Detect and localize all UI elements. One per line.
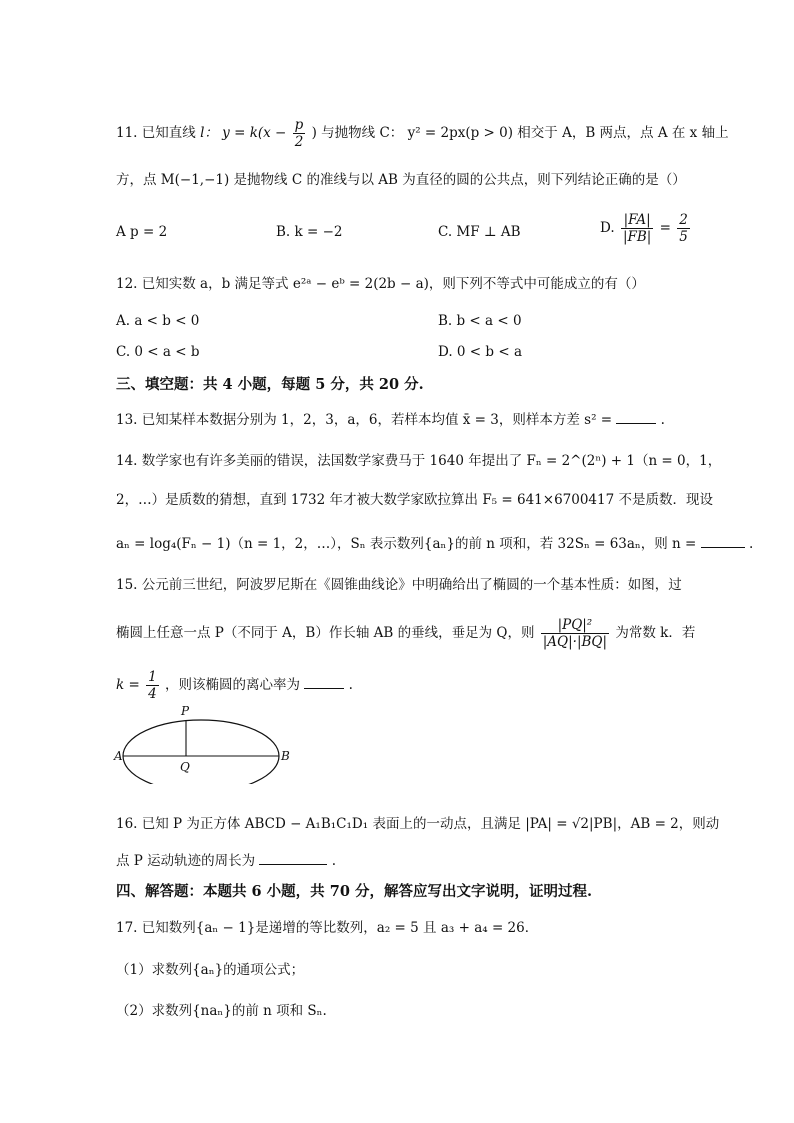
q11-number-text: 11. 已知直线 [116, 125, 196, 141]
q11-option-d-label: D. [600, 220, 615, 236]
q11-line-equation: l： y = k(x − [200, 125, 287, 141]
q17-stem: 17. 已知数列{aₙ − 1}是递增的等比数列，a₂ = 5 且 a₃ + a₄ = 26． [116, 920, 539, 936]
q17-part1: （1）求数列{aₙ}的通项公式； [116, 962, 305, 978]
q11-option-d-den: |FB| [622, 229, 652, 245]
q15-end: . [348, 677, 353, 693]
q12-option-a: A. a < b < 0 [116, 313, 200, 329]
q15-k-label: k = [116, 677, 140, 693]
section-3-heading: 三、填空题：共 4 小题，每题 5 分，共 20 分. [116, 376, 424, 393]
q11-option-d-equals: = [659, 220, 671, 236]
q14-line2: 2，…）是质数的猜想，直到 1732 年才被大数学家欧拉算出 F₅ = 641×6700417 不是质数．现设 [116, 492, 713, 508]
q14-line1: 14. 数学家也有许多美丽的错误，法国数学家费马于 1640 年提出了 Fₙ = 2^(2ⁿ) + 1（n = 0，1， [116, 453, 722, 469]
q11-option-d-rnum: 2 [679, 212, 688, 228]
q11-option-c: C. MF ⊥ AB [438, 224, 521, 240]
q15-k-fraction [146, 669, 159, 702]
q15-frac-num: |PQ|² [541, 617, 609, 634]
q15-line2 [116, 617, 695, 650]
q15-line3-text: ，则该椭圆的离心率为 [164, 677, 300, 693]
section-4-heading: 四、解答题：本题共 6 小题，共 70 分，解答应写出文字说明，证明过程. [116, 883, 593, 900]
q15-line2-rest: 为常数 k．若 [615, 625, 696, 641]
q11-frac-den: 2 [294, 134, 304, 150]
q14-line3 [116, 534, 753, 554]
q11-option-b: B. k = −2 [276, 224, 343, 240]
q15-line3 [116, 669, 353, 702]
q11-line1 [116, 117, 729, 150]
q11-frac-num: p [294, 117, 304, 133]
q16-line2 [116, 851, 336, 871]
q12-option-d: D. 0 < b < a [438, 344, 522, 360]
q11-line1-rest: ) 与抛物线 C： y² = 2px(p > 0) 相交于 A，B 两点，点 A 在 x 轴上 [311, 125, 729, 141]
q15-ratio-fraction [541, 617, 609, 650]
q11-option-d-right-fraction [677, 212, 690, 245]
q11-option-d [600, 212, 692, 245]
q11-option-d-num: |FA| [621, 212, 653, 229]
q11-option-d-left-fraction [621, 212, 653, 245]
q15-line2-text: 椭圆上任意一点 P（不同于 A，B）作长轴 AB 的垂线，垂足为 Q，则 [116, 625, 535, 641]
q12-option-b: B. b < a < 0 [438, 313, 522, 329]
q12-option-c: C. 0 < a < b [116, 344, 200, 360]
q13-stem: 13. 已知某样本数据分别为 1，2，3，a，6，若样本均值 x̄ = 3，则样本方差 s² = [116, 412, 613, 428]
q14-end: . [748, 536, 754, 552]
q13-answer-blank [616, 411, 656, 424]
q15-answer-blank [304, 676, 344, 689]
ellipse-figure [110, 702, 295, 784]
figure-label-a: A [114, 749, 123, 763]
q11-line2: 方，点 M(−1,−1) 是抛物线 C 的准线与以 AB 为直径的圆的公共点，则下列结论正确的是（） [116, 172, 686, 188]
figure-label-q: Q [180, 760, 190, 774]
q15-line1: 15. 公元前三世纪，阿波罗尼斯在《圆锥曲线论》中明确给出了椭圆的一个基本性质：如图，过 [116, 577, 682, 593]
q15-k-den: 4 [148, 686, 157, 702]
q16-line2-text: 点 P 运动轨迹的周长为 [116, 853, 256, 869]
q16-line1: 16. 已知 P 为正方体 ABCD − A₁B₁C₁D₁ 表面上的一动点，且满足 |PA| = √2|PB|，AB = 2，则动 [116, 816, 720, 832]
q16-answer-blank [259, 852, 327, 865]
figure-label-b: B [281, 749, 290, 763]
q14-line3-text: aₙ = log₄(Fₙ − 1)（n = 1，2，…），Sₙ 表示数列{aₙ}的前 n 项和，若 32Sₙ = 63aₙ，则 n = [116, 536, 697, 552]
q11-p-over-2-fraction [293, 117, 306, 150]
q16-end: . [331, 853, 337, 869]
q17-part2: （2）求数列{naₙ}的前 n 项和 Sₙ. [116, 1003, 327, 1019]
q12-stem: 12. 已知实数 a，b 满足等式 e²ᵃ − eᵇ = 2(2b − a)，则下列不等式中可能成立的有（） [116, 276, 645, 292]
q15-k-num: 1 [148, 669, 157, 685]
ellipse-shape [123, 720, 279, 784]
figure-label-p: P [181, 704, 190, 718]
q14-answer-blank [701, 535, 745, 548]
q15-frac-den: |AQ|·|BQ| [542, 634, 608, 650]
q11-option-a: A p = 2 [116, 224, 168, 240]
q11-option-d-rden: 5 [679, 229, 688, 245]
q13-end: . [660, 412, 665, 428]
q13-line [116, 410, 665, 430]
